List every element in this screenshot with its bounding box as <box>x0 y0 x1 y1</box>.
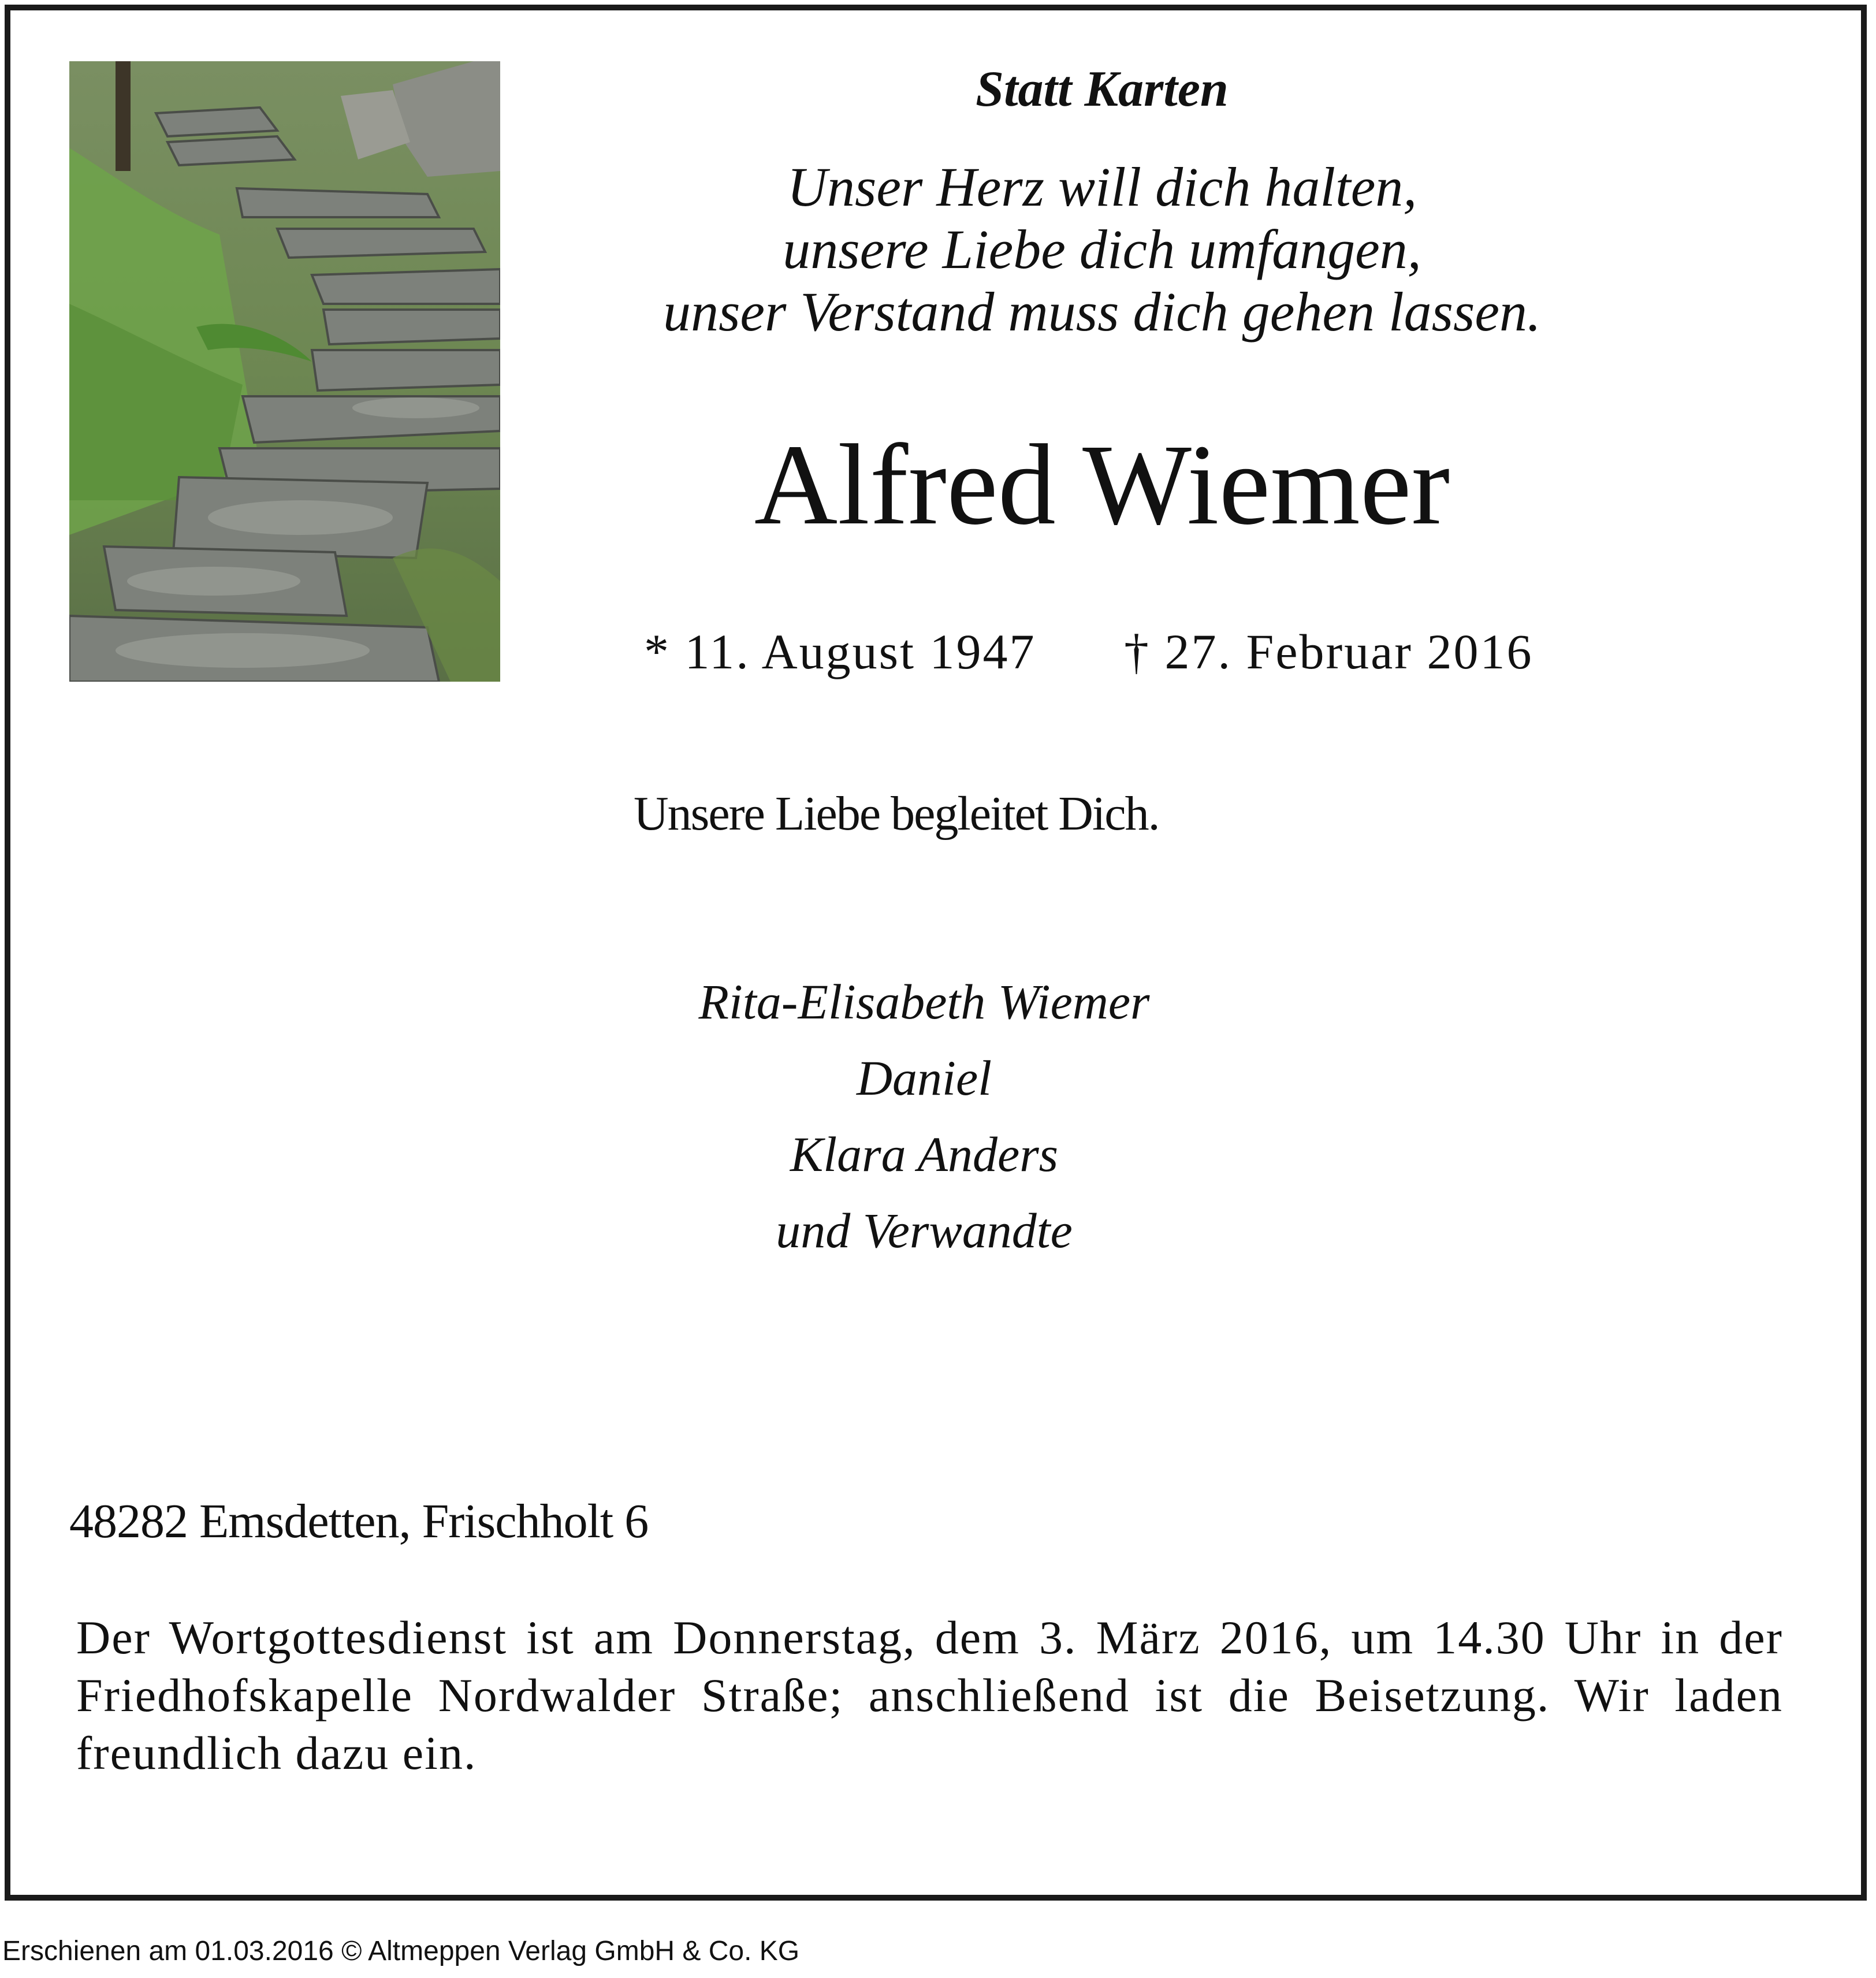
poem-line-3: unser Verstand muss dich gehen lassen. <box>663 281 1541 343</box>
mourners-list <box>578 964 1271 1269</box>
publication-credit: Erschienen am 01.03.2016 © Altmeppen Verlag GmbH & Co. KG <box>2 1936 800 1966</box>
poem-line-2: unsere Liebe dich umfangen, <box>783 218 1421 280</box>
service-announcement: Der Wortgottesdienst ist am Donnerstag, dem 3. März 2016, um 14.30 Uhr in der Friedhofskapelle Nordwalder Straße; anschließend ist die Beisetzung. Wir laden freundlich dazu ein. <box>76 1611 1783 1779</box>
deceased-name: Alfred Wiemer <box>754 421 1450 549</box>
stone-steps-image <box>69 61 500 682</box>
birth-date: * 11. August 1947 <box>644 624 1036 679</box>
mourner-4: und Verwandte <box>776 1203 1073 1258</box>
dedication-line: Unsere Liebe begleitet Dich. <box>634 787 1159 841</box>
mourner-1: Rita-Elisabeth Wiemer <box>698 974 1150 1029</box>
stone-steps-photo <box>69 61 500 682</box>
address: 48282 Emsdetten, Frischholt 6 <box>69 1494 649 1548</box>
death-date: † 27. Februar 2016 <box>1124 624 1533 679</box>
mourner-2: Daniel <box>856 1050 992 1106</box>
poem <box>582 156 1622 343</box>
mourner-3: Klara Anders <box>790 1126 1059 1182</box>
poem-line-1: Unser Herz will dich halten, <box>787 156 1417 218</box>
heading-statt-karten: Statt Karten <box>976 61 1229 117</box>
